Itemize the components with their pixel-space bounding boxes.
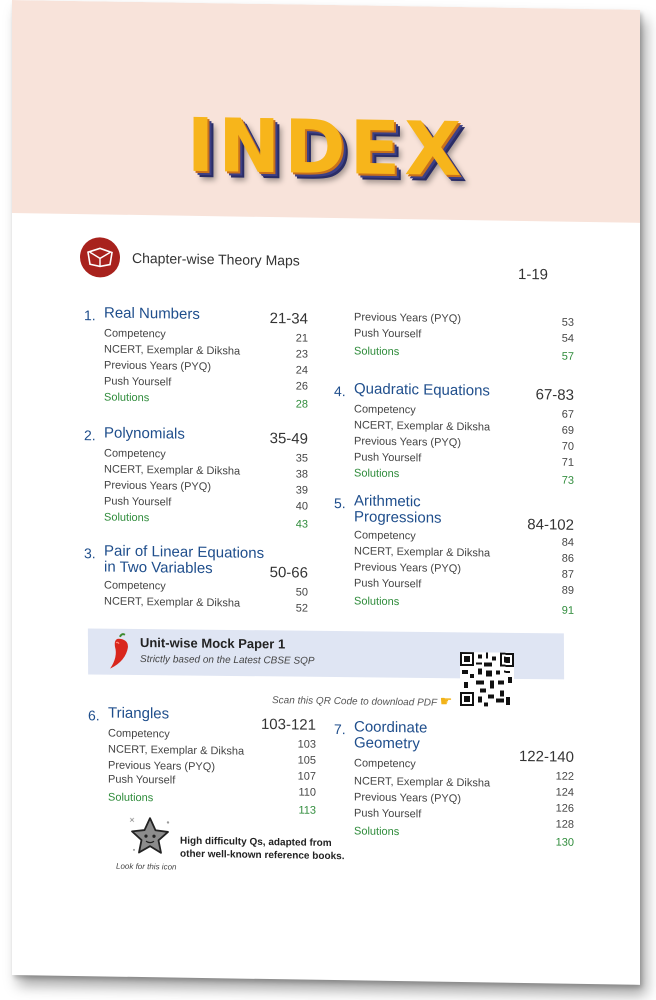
chapter-number: 5.: [334, 495, 346, 512]
chapter-1: [84, 304, 324, 411]
row-page: 103: [297, 738, 316, 751]
row-page: 70: [561, 440, 574, 453]
row-label: NCERT, Exemplar & Diksha: [354, 545, 491, 560]
chapter-7: [334, 718, 574, 849]
row-page: 24: [295, 364, 308, 377]
star-difficulty-icon: [126, 814, 174, 861]
solutions-page: 28: [295, 398, 308, 411]
row-label: NCERT, Exemplar & Diksha: [354, 775, 491, 790]
difficulty-note-line1: High difficulty Qs, adapted from: [180, 835, 332, 850]
pointing-hand-icon: ☛: [439, 692, 453, 709]
difficulty-note: [180, 835, 380, 864]
mock-title: Unit-wise Mock Paper 1: [139, 634, 286, 652]
row-label: Push Yourself: [354, 807, 422, 821]
row-page: 124: [555, 786, 574, 799]
scan-text: Scan this QR Code to download PDF: [272, 695, 437, 709]
row-page: 105: [297, 754, 316, 767]
chapter-title-line1: Pair of Linear Equations: [104, 542, 265, 562]
row-page: 122: [555, 770, 574, 783]
row-label: NCERT, Exemplar & Diksha: [104, 343, 241, 358]
row-label: Previous Years (PYQ): [104, 479, 211, 494]
row-label: Competency: [354, 757, 416, 771]
chapter-title-line2: Geometry: [354, 734, 420, 753]
row-page: 26: [295, 380, 308, 393]
row-page: 107: [297, 770, 316, 783]
row-page: 21: [295, 332, 308, 345]
row-label: Push Yourself: [354, 451, 422, 465]
theory-maps-range: 1-19: [518, 265, 549, 284]
solutions-label: Solutions: [354, 345, 400, 359]
solutions-label: Solutions: [108, 791, 154, 805]
row-page: 69: [561, 424, 574, 437]
chapter-number: 6.: [88, 707, 100, 724]
theory-maps: [80, 237, 300, 280]
chapter-3: [84, 542, 324, 615]
chapter-title: Triangles: [108, 704, 170, 723]
row-label: Competency: [104, 327, 166, 341]
solutions-label: Solutions: [354, 825, 400, 839]
row-page: 38: [295, 468, 308, 481]
row-page: 50: [295, 586, 308, 599]
difficulty-note-line2: other well-known reference books.: [180, 848, 345, 863]
row-page: 71: [561, 456, 574, 469]
row-label: Push Yourself: [354, 577, 422, 591]
row-label: Competency: [104, 579, 166, 593]
chapter-5: [334, 492, 574, 617]
row-label: Competency: [354, 403, 416, 417]
row-page: 35: [295, 452, 308, 465]
theory-map-icon: [80, 237, 120, 278]
row-label: Previous Years (PYQ): [354, 561, 461, 576]
row-page: 54: [561, 332, 574, 345]
row-label: Previous Years (PYQ): [354, 311, 461, 326]
chapter-number: 1.: [84, 307, 96, 324]
row-label: Push Yourself: [104, 375, 172, 389]
chapter-range: 103-121: [260, 715, 316, 734]
row-label: NCERT, Exemplar & Diksha: [108, 743, 245, 758]
chapter-range: 35-49: [269, 430, 308, 448]
chapter-range: 84-102: [527, 516, 574, 534]
chapter-title-line2: in Two Variables: [104, 558, 213, 578]
solutions-label: Solutions: [104, 391, 150, 405]
row-label: Previous Years (PYQ): [354, 435, 461, 450]
chapter-range: 67-83: [535, 386, 574, 404]
row-page: 53: [561, 316, 574, 329]
row-page: 39: [295, 484, 308, 497]
page-title: INDEX: [186, 102, 466, 194]
row-label: NCERT, Exemplar & Diksha: [104, 463, 241, 478]
solutions-page: 91: [561, 604, 574, 617]
chapter-title: Quadratic Equations: [354, 380, 490, 400]
index-page: [12, 0, 640, 985]
chapter-title: Real Numbers: [104, 304, 200, 323]
row-label: Previous Years (PYQ): [104, 359, 211, 374]
chapter-number: 4.: [334, 383, 346, 400]
row-label: Push Yourself: [108, 773, 176, 787]
row-page: 86: [561, 552, 574, 565]
row-page: 67: [561, 408, 574, 421]
row-page: 87: [561, 568, 574, 581]
solutions-page: 57: [561, 350, 574, 363]
row-label: Competency: [354, 529, 416, 543]
row-label: Competency: [104, 447, 166, 461]
scan-qr-caption: [272, 690, 452, 710]
row-page: 23: [295, 348, 308, 361]
mock-subtitle: Strictly based on the Latest CBSE SQP: [140, 653, 315, 667]
row-label: Previous Years (PYQ): [108, 759, 215, 774]
row-label: NCERT, Exemplar & Diksha: [104, 595, 241, 610]
row-page: 128: [555, 818, 574, 831]
chapter-4: [334, 380, 574, 487]
row-page: 126: [555, 802, 574, 815]
chapter-title-line1: Coordinate: [354, 718, 428, 737]
solutions-label: Solutions: [354, 467, 400, 481]
row-page: 89: [561, 584, 574, 597]
solutions-label: Solutions: [104, 511, 150, 525]
row-label: Push Yourself: [104, 495, 172, 509]
chapter-range: 50-66: [269, 564, 308, 582]
chapter-2: [84, 424, 324, 531]
row-page: 84: [561, 536, 574, 549]
chapter-title: Polynomials: [104, 424, 185, 443]
chili-icon: [106, 633, 132, 671]
solutions-label: Solutions: [354, 595, 400, 609]
solutions-page: 43: [295, 518, 308, 531]
chapter-6: [88, 704, 328, 817]
chapter-number: 3.: [84, 545, 96, 562]
row-page: 110: [298, 786, 316, 799]
theory-maps-label: Chapter-wise Theory Maps: [132, 249, 300, 269]
row-page: 52: [295, 602, 308, 615]
chapter-number: 7.: [334, 721, 346, 738]
chapter-title-line1: Arithmetic: [354, 492, 421, 511]
chapter-range: 122-140: [518, 747, 574, 766]
chapter-title-line2: Progressions: [354, 508, 442, 527]
row-page: 40: [295, 500, 308, 513]
chapter-range: 21-34: [269, 310, 308, 328]
qr-code[interactable]: [460, 652, 514, 707]
row-label: NCERT, Exemplar & Diksha: [354, 419, 491, 434]
row-label: Competency: [108, 727, 170, 741]
solutions-page: 73: [561, 474, 574, 487]
solutions-page: 113: [298, 804, 316, 817]
look-for-icon-caption: Look for this icon: [116, 861, 177, 872]
chapter-3-continued: [334, 291, 574, 363]
chapter-number: 2.: [84, 427, 96, 444]
row-label: Push Yourself: [354, 327, 422, 341]
row-label: Previous Years (PYQ): [354, 791, 461, 806]
solutions-page: 130: [555, 836, 574, 849]
